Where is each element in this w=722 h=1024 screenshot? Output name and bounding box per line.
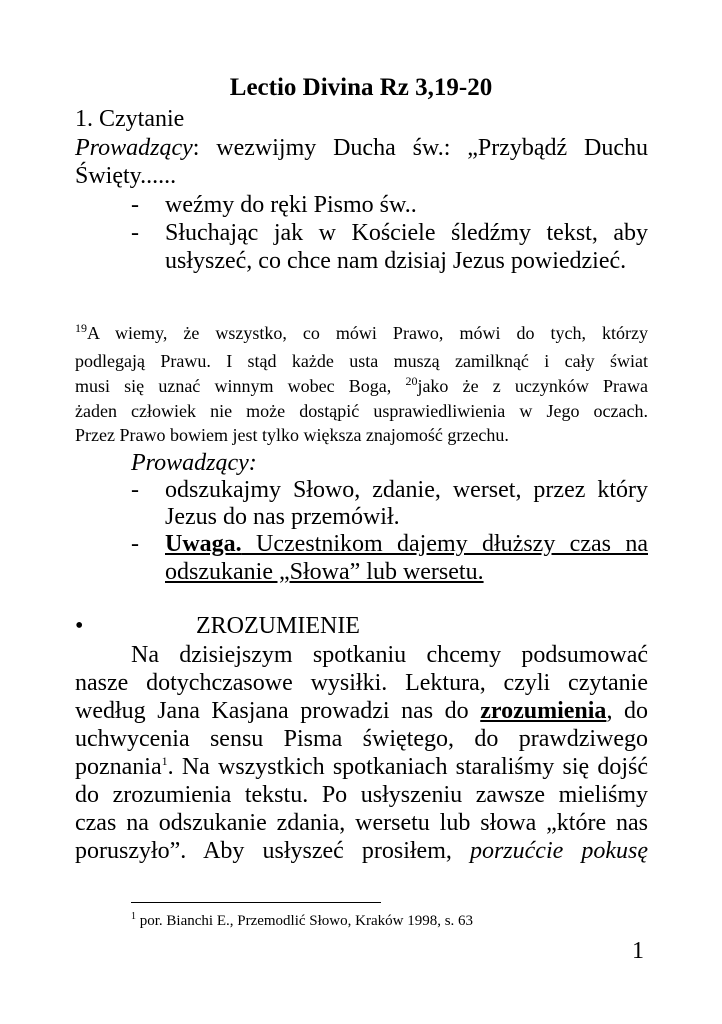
page-title: Lectio Divina Rz 3,19-20 [229, 74, 493, 101]
leader-text-cont: Święty...... [75, 163, 177, 189]
italic-text: porzućcie pokusę [469, 838, 649, 864]
list-item-text: Słuchając jak w Kościele śledźmy tekst, aby [165, 220, 648, 246]
scripture-line: Przez Prawo bowiem jest tylko większa znajomość grzechu. [75, 425, 509, 445]
footnote-divider [131, 902, 381, 903]
note-text: Uczestnikom dajemy dłuższy czas na [241, 531, 648, 557]
dash-marker: - [131, 220, 139, 246]
dash-marker: - [131, 192, 139, 218]
verse-number: 20 [405, 374, 418, 388]
emphasis-term: zrozumienia [480, 698, 607, 724]
note-line [165, 530, 648, 559]
scripture-text: A wiemy, że wszystko, co mówi Prawo, mówi do tych, którzy [87, 323, 648, 343]
section-heading-czytanie: 1. Czytanie [75, 106, 185, 132]
leader-label-2: Prowadzący: [131, 450, 257, 476]
page-number: 1 [632, 938, 644, 964]
bullet-marker: • [75, 613, 84, 639]
footnote-ref: 1 [161, 754, 168, 768]
paragraph-line: czas na odszukanie zdania, wersetu lub słowa „które nas [75, 810, 648, 836]
list-item-text-cont: usłyszeć, co chce nam dzisiaj Jezus powiedzieć. [165, 248, 627, 274]
paragraph-line: uchwycenia sensu Pisma świętego, do prawdziwego [75, 726, 648, 752]
list-item-text: odszukajmy Słowo, zdanie, werset, przez który [165, 477, 648, 503]
list-item-text: weźmy do ręki Pismo św.. [165, 192, 417, 218]
paragraph-text: poznania [75, 754, 162, 780]
scripture-line [75, 376, 648, 397]
note-text-cont: odszukanie „Słowa” lub wersetu. [165, 559, 484, 585]
note-label: Uwaga. [165, 531, 242, 557]
paragraph-text: . Na wszystkich spotkaniach staraliśmy się dojść [167, 754, 648, 780]
scripture-text: jako że z uczynków Prawa [417, 376, 649, 396]
paragraph-line: Na dzisiejszym spotkaniu chcemy podsumować [131, 642, 648, 668]
leader-label: Prowadzący [75, 135, 193, 161]
verse-number: 19 [75, 321, 87, 335]
footnote-number: 1 [131, 911, 136, 922]
footnote [131, 913, 473, 930]
paragraph-line: nasze dotychczasowe wysiłki. Lektura, czyli czytanie [75, 670, 648, 696]
paragraph-line [75, 697, 648, 726]
paragraph-line [75, 753, 648, 782]
dash-marker: - [131, 531, 139, 557]
leader-text: : wezwijmy Ducha św.: „Przybądź Duchu [192, 135, 648, 161]
paragraph-text: poruszyło”. Aby usłyszeć prosiłem, [75, 838, 470, 864]
dash-marker: - [131, 477, 139, 503]
footnote-text: por. Bianchi E., Przemodlić Słowo, Kraków 1998, s. 63 [136, 913, 474, 929]
list-item-text-cont: Jezus do nas przemówił. [165, 504, 400, 530]
paragraph-line: do zrozumienia tekstu. Po usłyszeniu zawsze mieliśmy [75, 782, 648, 808]
scripture-text: musi się uznać winnym wobec Boga, [75, 376, 392, 396]
scripture-line [75, 323, 648, 344]
paragraph-text: , do [606, 698, 648, 724]
leader-line [75, 134, 648, 163]
scripture-line: żaden człowiek nie może dostąpić usprawiedliwienia w Jego oczach. [75, 401, 648, 421]
section-heading-zrozumienie: ZROZUMIENIE [196, 613, 360, 639]
paragraph-text: według Jana Kasjana prowadzi nas do [75, 698, 481, 724]
paragraph-line [75, 837, 648, 866]
scripture-line: podlegają Prawu. I stąd każde usta muszą zamilknąć i cały świat [75, 351, 648, 371]
